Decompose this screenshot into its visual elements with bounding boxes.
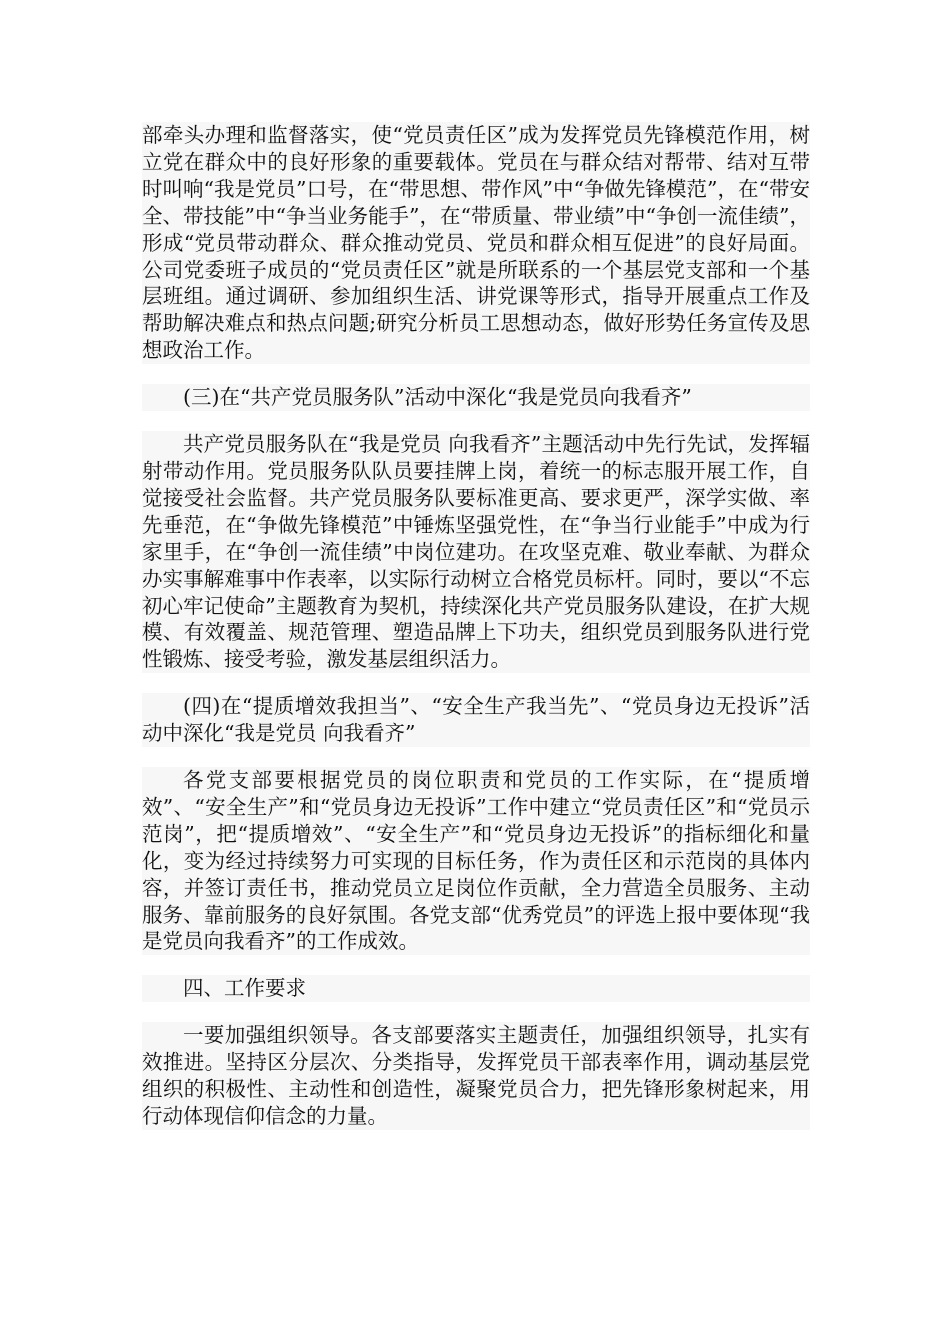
heading-work-requirements: 四、工作要求 [142,975,810,1002]
paragraph-branch-responsibility: 各党支部要根据党员的岗位职责和党员的工作实际，在“提质增效”、“安全生产”和“党员身边无投诉”工作中建立“党员责任区”和“党员示范岗”，把“提质增效”、“安全生产”和“党员身边无投诉”的指标细化和量化，变为经过持续努力可实现的目标任务，作为责任区和示范岗的具体内容，并签订责任书，推动党员立足岗位作贡献，全力营造全员服务、主动服务、靠前服务的良好氛围。各党支部“优秀党员”的评选上报中要体现“我是党员向我看齐”的工作成效。 [142,768,810,954]
paragraph-gap [142,1002,810,1022]
paragraph-organization-leadership: 一要加强组织领导。各支部要落实主题责任，加强组织领导，扎实有效推进。坚持区分层次、分类指导，发挥党员干部表率作用，调动基层党组织的积极性、主动性和创造性，凝聚党员合力，把先锋形象树起来，用行动体现信仰信念的力量。 [142,1023,810,1128]
paragraph-gap [142,364,810,384]
heading-section-4: (四)在“提质增效我担当”、“安全生产我当先”、“党员身边无投诉”活动中深化“我是党员 向我看齐” [142,694,810,746]
heading-section-3: (三)在“共产党员服务队”活动中深化“我是党员向我看齐” [142,384,810,411]
paragraph-gap [142,411,810,431]
document-body [142,122,810,1130]
paragraph-gap [142,955,810,975]
paragraph-service-team: 共产党员服务队在“我是党员 向我看齐”主题活动中先行先试，发挥辐射带动作用。党员服务队队员要挂牌上岗，着统一的标志服开展工作，自觉接受社会监督。共产党员服务队要标准更高、要求更严，深学实做、率先垂范，在“争做先锋模范”中锤炼坚强党性，在“争当行业能手”中成为行家里手，在“争创一流佳绩”中岗位建功。在攻坚克难、敬业奉献、为群众办实事解难事中作表率，以实际行动树立合格党员标杆。同时，要以“不忘初心牢记使命”主题教育为契机，持续深化共产党员服务队建设，在扩大规模、有效覆盖、规范管理、塑造品牌上下功夫，组织党员到服务队进行党性锻炼、接受考验，激发基层组织活力。 [142,432,810,672]
paragraph-party-responsibility-zone: 部牵头办理和监督落实，使“党员责任区”成为发挥党员先锋模范作用，树立党在群众中的良好形象的重要载体。党员在与群众结对帮带、结对互带时叫响“我是党员”口号，在“带思想、带作风”中“争做先锋模范”，在“带安全、带技能”中“争当业务能手”，在“带质量、带业绩”中“争创一流佳绩”，形成“党员带动群众、群众推动党员、党员和群众相互促进”的良好局面。公司党委班子成员的“党员责任区”就是所联系的一个基层党支部和一个基层班组。通过调研、参加组织生活、讲党课等形式，指导开展重点工作及帮助解决难点和热点问题;研究分析员工思想动态，做好形势任务宣传及思想政治工作。 [142,123,810,363]
paragraph-gap [142,747,810,767]
paragraph-gap [142,673,810,693]
